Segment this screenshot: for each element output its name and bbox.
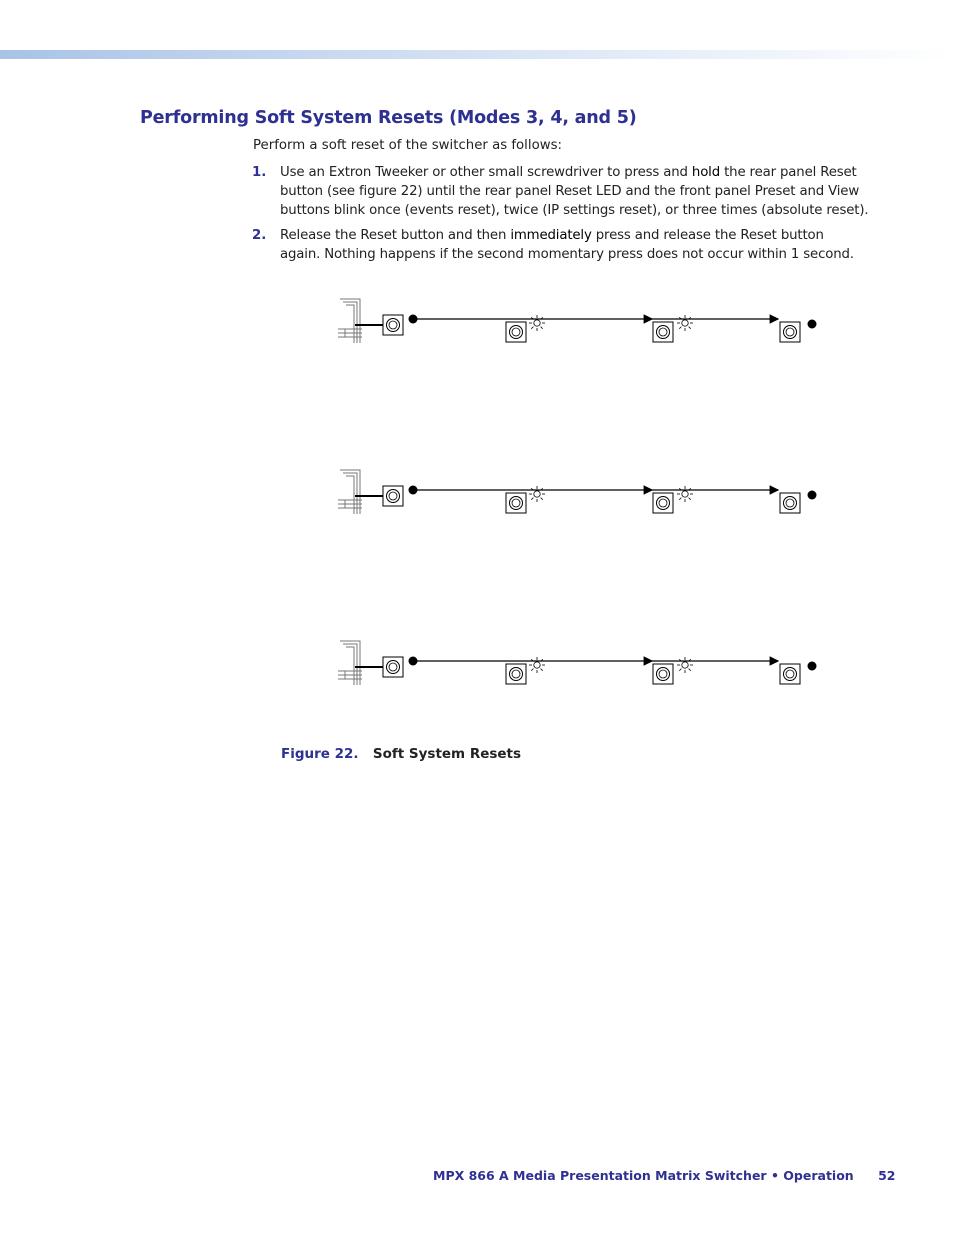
step-text — [280, 226, 876, 264]
page-footer — [433, 1168, 895, 1183]
step-emphasis: immediately — [510, 228, 592, 243]
step-text-part: Use an Extron Tweeker or other small screwdriver to press and — [280, 165, 692, 180]
figure-title: Soft System Resets — [372, 746, 522, 762]
figure-label: Figure 22. — [281, 746, 359, 762]
step-text-part: press and release the Reset button — [591, 228, 824, 243]
step-text-line: again. Nothing happens if the second momentary press does not occur within 1 second. — [280, 247, 854, 262]
step-number: 2. — [252, 228, 267, 243]
intro-text: Perform a soft reset of the switcher as follows: — [253, 138, 562, 153]
step-text-line: button (see figure 22) until the rear panel Reset LED and the front panel Preset and View — [280, 184, 860, 199]
step-emphasis: hold — [691, 165, 721, 180]
soft-reset-diagram — [300, 280, 840, 700]
step-text-part: the rear panel Reset — [720, 165, 857, 180]
step-text — [280, 163, 876, 220]
header-gradient-bar — [0, 50, 954, 59]
reset-sequence-row-2 — [338, 470, 817, 514]
footer-doc-title: MPX 866 A Media Presentation Matrix Switcher • Operation — [433, 1168, 854, 1183]
figure-caption — [281, 746, 521, 762]
reset-sequence-row-1 — [338, 299, 817, 343]
step-number: 1. — [252, 165, 267, 180]
page-number: 52 — [878, 1168, 896, 1183]
step-text-part: Release the Reset button and then — [280, 228, 511, 243]
reset-sequence-row-3 — [338, 641, 817, 685]
step-text-line: buttons blink once (events reset), twice (IP settings reset), or three times (absolute reset). — [280, 203, 869, 218]
section-title: Performing Soft System Resets (Modes 3, 4, and 5) — [140, 108, 637, 128]
